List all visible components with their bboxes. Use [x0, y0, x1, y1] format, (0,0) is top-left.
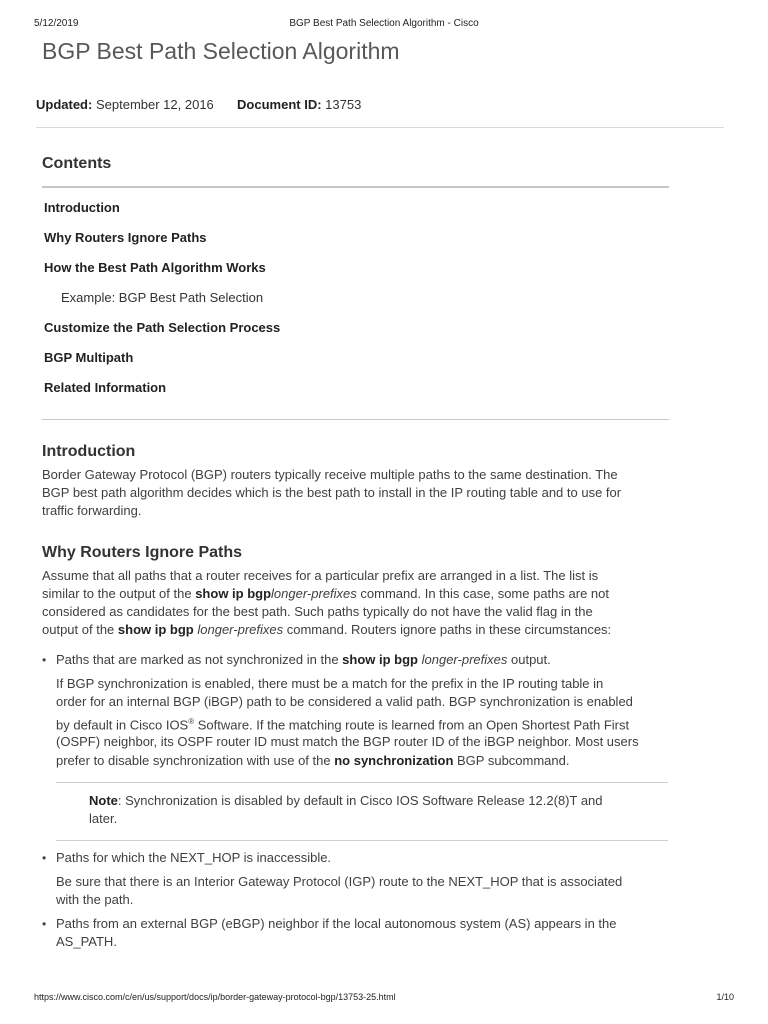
bullet-detail-line: with the path. — [56, 892, 134, 907]
toc-link-example[interactable]: Example: BGP Best Path Selection — [61, 290, 264, 305]
document-title: BGP Best Path Selection Algorithm — [42, 38, 400, 64]
bullet-detail-line: by default in Cisco IOS® Software. If the matching route is learned from an Open Shortest Path First — [56, 717, 630, 733]
bullet-text: Paths from an external BGP (eBGP) neighbor if the local autonomous system (AS) appears in the — [56, 916, 617, 931]
toc-link-customize[interactable]: Customize the Path Selection Process — [44, 320, 281, 335]
document-meta — [36, 97, 361, 112]
note-text: later. — [89, 811, 118, 826]
updated-value: September 12, 2016 — [95, 97, 214, 112]
intro-line: traffic forwarding. — [42, 503, 142, 518]
bullet-detail-line: (OSPF) neighbor, its OSPF router ID must match the BGP router ID of the iBGP neighbor. Most users — [56, 734, 639, 749]
intro-line: BGP best path algorithm decides which is the best path to install in the IP routing table and to use for — [42, 485, 622, 500]
command-text: no synchronization — [334, 753, 454, 768]
note-text: : Synchronization is disabled by default in Cisco IOS Software Release 12.2(8)T and — [117, 793, 603, 808]
updated-label: Updated: — [36, 97, 93, 112]
toc-link-how-best-path-works[interactable]: How the Best Path Algorithm Works — [44, 260, 266, 275]
document-id-label: Document ID: — [237, 97, 322, 112]
print-page-title: BGP Best Path Selection Algorithm - Cisco — [289, 18, 479, 29]
note-label: Note — [89, 793, 118, 808]
introduction-section — [42, 443, 672, 520]
toc-divider — [42, 419, 669, 420]
page-url: https://www.cisco.com/c/en/us/support/docs/ip/border-gateway-protocol-bgp/13753-25.html — [34, 992, 396, 1002]
registered-mark: ® — [188, 717, 195, 726]
print-date: 5/12/2019 — [34, 18, 79, 29]
bullet-text: Paths that are marked as not synchronized in the show ip bgp longer-prefixes output. — [56, 652, 551, 667]
print-footer — [34, 992, 734, 1004]
document-id-value: 13753 — [325, 97, 362, 112]
why-heading: Why Routers Ignore Paths — [42, 544, 243, 561]
bullet-dot: • — [42, 851, 47, 865]
bullet-detail-line: If BGP synchronization is enabled, there must be a match for the prefix in the IP routing table in — [56, 676, 604, 691]
why-line: similar to the output of the show ip bgplonger-prefixes command. In this case, some paths are not — [42, 586, 609, 601]
why-line: considered as candidates for the best path. Such paths typically do not have the valid flag in the — [42, 604, 593, 619]
command-text: show ip bgp — [195, 586, 272, 601]
meta-divider — [36, 127, 724, 128]
bullet-text: Paths for which the NEXT_HOP is inaccessible. — [56, 850, 332, 865]
toc-link-related-information[interactable]: Related Information — [44, 380, 167, 395]
note-bottom-rule — [56, 840, 668, 841]
bullet-detail-line: prefer to disable synchronization with use of the no synchronization BGP subcommand. — [56, 753, 570, 768]
bullet-detail-line: Be sure that there is an Interior Gateway Protocol (IGP) route to the NEXT_HOP that is associated — [56, 874, 623, 889]
toc-link-bgp-multipath[interactable]: BGP Multipath — [44, 350, 134, 365]
table-of-contents — [44, 198, 280, 408]
command-text: show ip bgp — [117, 622, 194, 637]
introduction-heading: Introduction — [42, 443, 136, 460]
toc-link-why-routers-ignore-paths[interactable]: Why Routers Ignore Paths — [44, 230, 207, 245]
page-number: 1/10 — [716, 992, 734, 1002]
why-line: Assume that all paths that a router receives for a particular prefix are arranged in a list. The list is — [42, 568, 599, 583]
why-line: output of the show ip bgp longer-prefixes command. Routers ignore paths in these circumstances: — [42, 622, 612, 637]
bullet-detail-line: order for an internal BGP (iBGP) path to be considered a valid path. BGP synchronization is enabled — [56, 694, 633, 709]
note-box — [89, 792, 649, 828]
print-header — [34, 18, 734, 32]
intro-line: Border Gateway Protocol (BGP) routers typically receive multiple paths to the same destination. The — [42, 467, 618, 482]
command-text: show ip bgp — [342, 652, 418, 667]
bullet-dot: • — [42, 653, 47, 667]
why-section — [42, 544, 672, 639]
note-top-rule — [56, 782, 668, 783]
contents-divider — [42, 186, 669, 188]
contents-heading: Contents — [42, 155, 112, 172]
bullet-text: AS_PATH. — [56, 934, 117, 949]
toc-link-introduction[interactable]: Introduction — [44, 200, 120, 215]
bullet-dot: • — [42, 917, 47, 931]
